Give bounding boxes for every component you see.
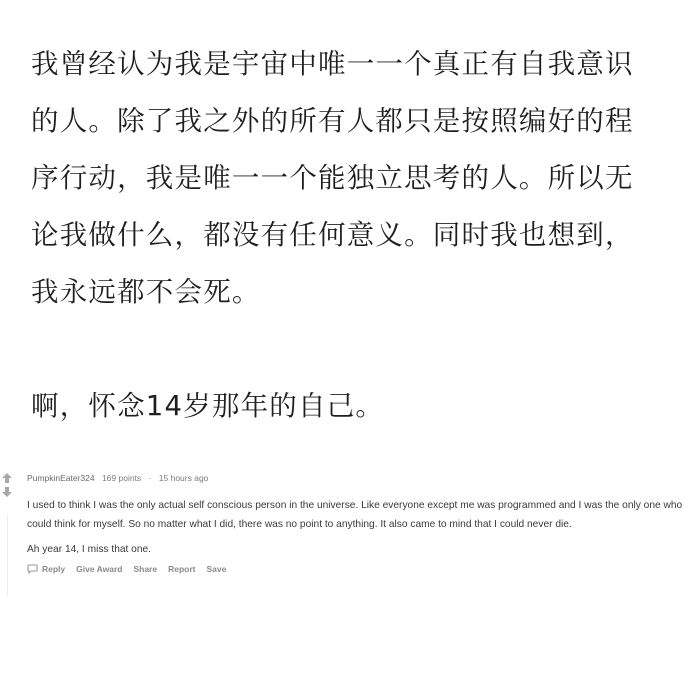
downvote-arrow-icon[interactable] (0, 486, 14, 498)
thread-line[interactable] (7, 514, 8, 596)
comment-points: 169 points (101, 473, 142, 483)
translated-post (31, 36, 661, 435)
report-button[interactable]: Report (168, 564, 196, 574)
comment-paragraph-1: I used to think I was the only actual self conscious person in the universe. Like everyone except me was programmed and I was the only one who could think for myself. So no matter what I did, there was no point to anything. It also came to mind that I could never die. (27, 500, 683, 530)
comment-text (27, 496, 687, 559)
upvote-arrow-icon[interactable] (0, 472, 14, 484)
vote-column (0, 472, 14, 512)
comment-body (27, 472, 687, 576)
meta-separator: · (148, 473, 152, 483)
translated-paragraph-1: 我曾经认为我是宇宙中唯一一个真正有自我意识的人。除了我之外的所有人都只是按照编好的程序行动，我是唯一一个能独立思考的人。所以无论我做什么，都没有任何意义。同时我也想到，我永远都不会死。 (31, 48, 634, 308)
comment-time[interactable]: 15 hours ago (158, 473, 209, 483)
reddit-comment (0, 472, 690, 597)
comment-actions (27, 562, 687, 576)
speech-bubble-icon (27, 564, 38, 574)
comment-meta (27, 472, 687, 484)
translated-paragraph-2: 啊，怀念14岁那年的自己。 (31, 390, 385, 422)
reply-label: Reply (42, 564, 66, 574)
reply-button[interactable] (27, 562, 65, 576)
comment-paragraph-2: Ah year 14, I miss that one. (27, 544, 152, 555)
save-button[interactable]: Save (206, 564, 227, 574)
comment-author[interactable]: PumpkinEater324 (27, 473, 95, 483)
share-button[interactable]: Share (133, 564, 158, 574)
give-award-button[interactable]: Give Award (76, 564, 123, 574)
